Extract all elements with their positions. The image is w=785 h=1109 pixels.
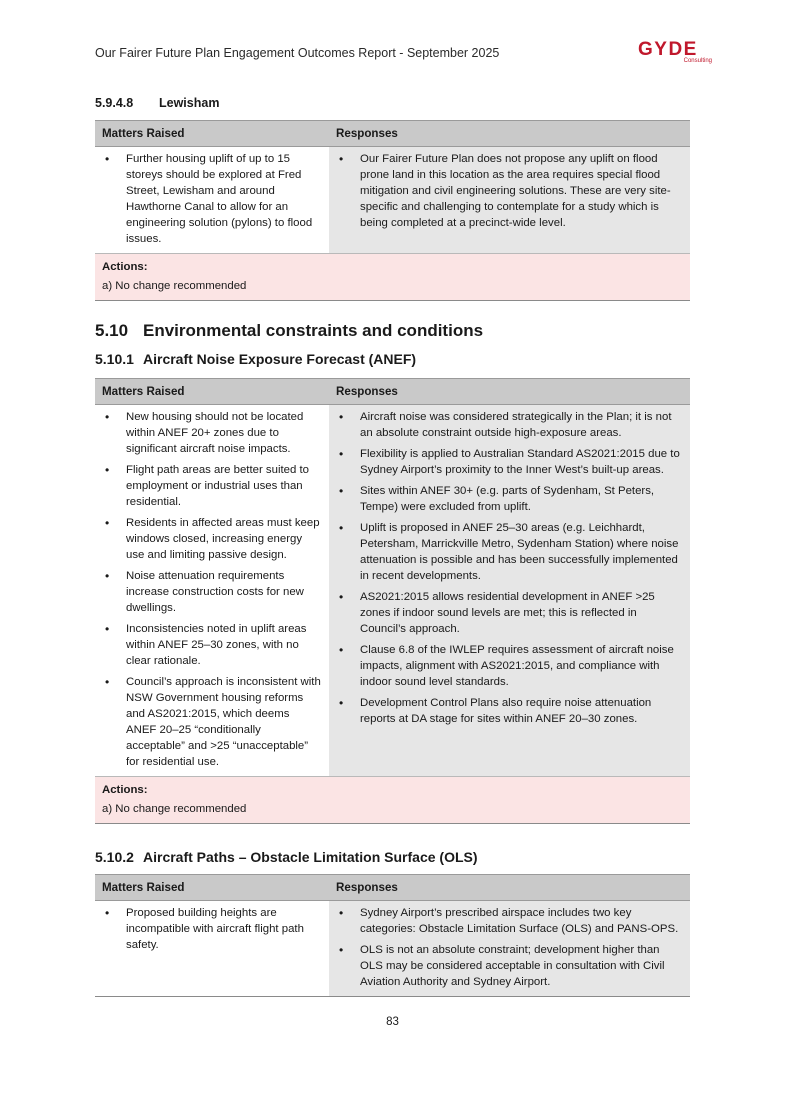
bullet-list: [103, 151, 321, 247]
table-row: [95, 405, 690, 777]
list-item: • Proposed building heights are incompatible with aircraft flight path safety.: [103, 905, 321, 953]
list-item: • Clause 6.8 of the IWLEP requires assessment of aircraft noise impacts, alignment with AS2021:2015, and compliance with indoor sound level standards.: [337, 642, 682, 690]
bullet-list: [337, 409, 682, 727]
list-item: • Uplift is proposed in ANEF 25–30 areas (e.g. Leichhardt, Petersham, Marrickville Metro, Sydenham Station) where noise attenuation is possible and has been successfully implemented in recent developments.: [337, 520, 682, 584]
matters-column-header: Matters Raised: [95, 875, 329, 901]
actions-cell: [95, 254, 690, 301]
logo-wordmark: GYDE: [638, 39, 698, 60]
list-item: • Residents in affected areas must keep windows closed, increasing energy use and limiting passive design.: [103, 515, 321, 563]
report-header-title: Our Fairer Future Plan Engagement Outcomes Report - September 2025: [95, 46, 500, 60]
heading-5-9-4-8: [95, 96, 219, 110]
heading-5-10-1: [95, 351, 416, 367]
responses-cell: [329, 147, 690, 254]
list-item: • Flight path areas are better suited to employment or industrial uses than residential.: [103, 462, 321, 510]
list-item: • New housing should not be located within ANEF 20+ zones due to significant aircraft noise impacts.: [103, 409, 321, 457]
list-item: • Council’s approach is inconsistent with NSW Government housing reforms and AS2021:2015, which deems ANEF 20–25 “conditionally acceptable” and >25 “unacceptable” for residential use.: [103, 674, 321, 770]
heading-text: Lewisham: [159, 96, 220, 110]
list-item: • Our Fairer Future Plan does not propose any uplift on flood prone land in this location as the area requires special flood mitigation and civil engineering solutions. These are very site-specific and challenging to contemplate for a study which is being completed at a precinct-wide level.: [337, 151, 682, 231]
actions-label: Actions:: [102, 784, 148, 796]
list-item: • Sites within ANEF 30+ (e.g. parts of Sydenham, St Peters, Tempe) were excluded from uplift.: [337, 483, 682, 515]
matters-cell: [95, 901, 329, 997]
list-item: • Inconsistencies noted in uplift areas within ANEF 25–30 zones, with no clear rationale.: [103, 621, 321, 669]
list-item: • Sydney Airport’s prescribed airspace includes two key categories: Obstacle Limitation Surface (OLS) and PANS-OPS.: [337, 905, 682, 937]
heading-number: 5.10: [95, 321, 129, 340]
heading-number: 5.10.1: [95, 351, 134, 367]
table-row: [95, 901, 690, 997]
list-item: • Development Control Plans also require noise attenuation reports at DA stage for sites within ANEF 20–30 zones.: [337, 695, 682, 727]
logo-subtitle: Consulting: [683, 58, 712, 64]
bullet-list: [337, 151, 682, 231]
heading-number: 5.10.2: [95, 849, 134, 865]
lewisham-table: [95, 120, 690, 301]
actions-label: Actions:: [102, 261, 148, 273]
heading-text: Aircraft Noise Exposure Forecast (ANEF): [143, 351, 417, 367]
actions-cell: [95, 777, 690, 824]
heading-text: Environmental constraints and conditions: [143, 321, 484, 340]
list-item: • Flexibility is applied to Australian Standard AS2021:2015 due to Sydney Airport’s proximity to the Inner West’s built-up areas.: [337, 446, 682, 478]
table-header-row: [95, 875, 690, 901]
table-header-row: [95, 379, 690, 405]
anef-table: [95, 378, 690, 824]
actions-text: a) No change recommended: [102, 803, 247, 815]
page-number: 83: [386, 1016, 399, 1028]
responses-cell: [329, 405, 690, 777]
bullet-list: [337, 905, 682, 990]
responses-column-header: Responses: [329, 875, 690, 901]
list-item: • Noise attenuation requirements increase construction costs for new dwellings.: [103, 568, 321, 616]
matters-cell: [95, 405, 329, 777]
responses-cell: [329, 901, 690, 997]
responses-column-header: Responses: [329, 121, 690, 147]
heading-5-10-2: [95, 849, 478, 865]
heading-5-10: [95, 321, 483, 341]
heading-text: Aircraft Paths – Obstacle Limitation Surface (OLS): [143, 849, 478, 865]
list-item: • Aircraft noise was considered strategically in the Plan; it is not an absolute constraint outside high-exposure areas.: [337, 409, 682, 441]
actions-row: [95, 254, 690, 301]
actions-text: a) No change recommended: [102, 280, 247, 292]
table-row: [95, 147, 690, 254]
table-header-row: [95, 121, 690, 147]
ols-table: [95, 874, 690, 997]
bullet-list: [103, 409, 321, 770]
matters-column-header: Matters Raised: [95, 379, 329, 405]
bullet-list: [103, 905, 321, 953]
list-item: • OLS is not an absolute constraint; development higher than OLS may be considered acceptable in consultation with Civil Aviation Authority and Sydney Airport.: [337, 942, 682, 990]
heading-number: 5.9.4.8: [95, 96, 134, 110]
responses-column-header: Responses: [329, 379, 690, 405]
list-item: • Further housing uplift of up to 15 storeys should be explored at Fred Street, Lewisham and around Hawthorne Canal to allow for an engineering solution (pylons) to flood issues.: [103, 151, 321, 247]
matters-column-header: Matters Raised: [95, 121, 329, 147]
actions-row: [95, 777, 690, 824]
matters-cell: [95, 147, 329, 254]
gyde-logo: [638, 40, 724, 68]
list-item: • AS2021:2015 allows residential development in ANEF >25 zones if indoor sound levels are met; this is reflected in Council’s approach.: [337, 589, 682, 637]
